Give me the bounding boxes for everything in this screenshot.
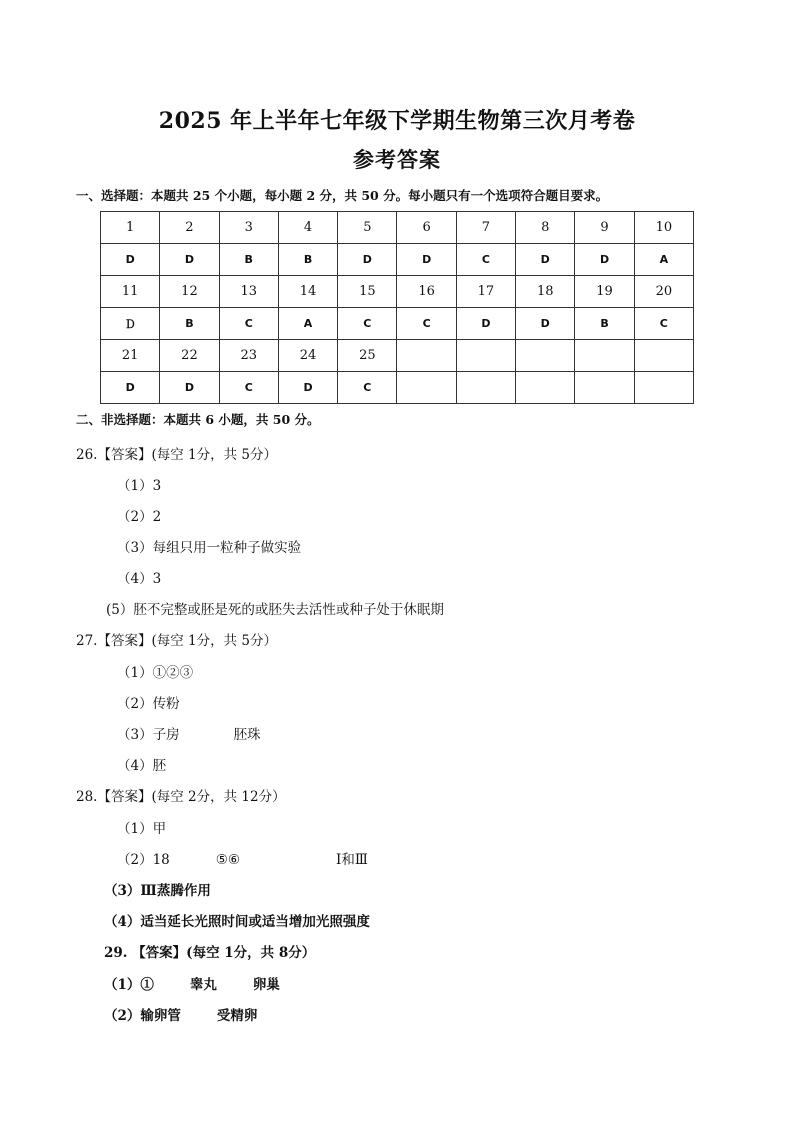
q29-header: 29. 【答案】(每空 1分，共 8分）	[104, 945, 316, 961]
q28-answer-2	[117, 848, 368, 868]
q26-answer-3: （3）每组只用一粒种子做实验	[117, 540, 302, 556]
question-number-cell	[634, 340, 693, 372]
question-number-cell	[516, 340, 575, 372]
q27-answer-2: （2）传粉	[117, 696, 180, 712]
q29-answer-2	[104, 1004, 257, 1024]
q28-answer-2c: Ⅰ和Ⅲ	[336, 852, 368, 868]
answer-cell: D	[575, 244, 634, 276]
answer-cell: B	[160, 308, 219, 340]
answer-cell: Ｄ	[101, 308, 160, 340]
answer-row	[101, 308, 694, 340]
q28-answer-4: （4）适当延长光照时间或适当增加光照强度	[104, 914, 370, 930]
q29-answer-1a: （1）①	[104, 977, 154, 993]
answer-cell: B	[575, 308, 634, 340]
answer-cell: D	[397, 244, 456, 276]
question-number-cell	[456, 340, 515, 372]
question-number-cell	[397, 340, 456, 372]
q26-answer-2: （2）2	[117, 509, 162, 525]
section-multiple-choice-heading: 一、选择题：本题共 25 个小题，每小题 2 分，共 50 分。每小题只有一个选项符合题目要求。	[76, 188, 609, 203]
q28-answer-2a: （2）18	[117, 852, 170, 868]
question-number-cell: 7	[456, 212, 515, 244]
question-number-cell	[575, 340, 634, 372]
q29-answer-1b: 睾丸	[189, 977, 217, 993]
q27-answer-3b: 胚珠	[233, 727, 261, 743]
q27-answer-3a: （3）子房	[117, 727, 180, 743]
question-number-cell: 15	[338, 276, 397, 308]
answer-cell: D	[160, 244, 219, 276]
q29-answer-2a: （2）输卵管	[104, 1008, 181, 1024]
question-number-cell: 8	[516, 212, 575, 244]
question-number-cell: 24	[278, 340, 337, 372]
answer-cell: C	[397, 308, 456, 340]
answer-cell: C	[219, 308, 278, 340]
q28-header: 28.【答案】(每空 2分，共 12分）	[76, 789, 286, 805]
question-number-cell: 10	[634, 212, 693, 244]
question-number-cell: 6	[397, 212, 456, 244]
answer-cell	[456, 372, 515, 404]
q27-header: 27.【答案】(每空 1分，共 5分）	[76, 633, 277, 649]
answer-cell: C	[338, 372, 397, 404]
question-number-cell: 9	[575, 212, 634, 244]
question-number-cell: 18	[516, 276, 575, 308]
question-number-cell: 3	[219, 212, 278, 244]
q28-answer-3: （3）Ⅲ蒸腾作用	[104, 883, 211, 899]
answer-cell: C	[219, 372, 278, 404]
question-number-cell: 5	[338, 212, 397, 244]
question-number-row	[101, 340, 694, 372]
answer-cell	[575, 372, 634, 404]
question-number-cell: 11	[101, 276, 160, 308]
q28-answer-2b: ⑤⑥	[215, 852, 240, 868]
answer-cell: B	[278, 244, 337, 276]
section-non-choice-heading: 二、非选择题：本题共 6 小题，共 50 分。	[76, 412, 320, 427]
answer-cell: D	[456, 308, 515, 340]
question-number-cell: 23	[219, 340, 278, 372]
q29-answer-2b: 受精卵	[216, 1008, 258, 1024]
q26-answer-4: （4）3	[117, 571, 162, 587]
answer-cell: C	[338, 308, 397, 340]
question-number-cell: 12	[160, 276, 219, 308]
q26-header: 26.【答案】(每空 1分，共 5分）	[76, 447, 277, 463]
question-number-cell: 1	[101, 212, 160, 244]
q27-answer-3	[117, 723, 261, 743]
q29-answer-1c: 卵巢	[252, 977, 280, 993]
answer-cell: C	[634, 308, 693, 340]
answer-cell: B	[219, 244, 278, 276]
q27-answer-1: （1）①②③	[117, 665, 194, 681]
answer-cell: D	[516, 244, 575, 276]
answer-cell: C	[456, 244, 515, 276]
question-number-cell: 25	[338, 340, 397, 372]
answer-cell: D	[101, 372, 160, 404]
q28-answer-1: （1）甲	[117, 821, 167, 837]
question-number-cell: 21	[101, 340, 160, 372]
answer-cell: D	[101, 244, 160, 276]
answer-cell: A	[634, 244, 693, 276]
question-number-cell: 19	[575, 276, 634, 308]
page-title: 2025 年上半年七年级下学期生物第三次月考卷	[158, 108, 636, 134]
q26-answer-5: (5）胚不完整或胚是死的或胚失去活性或种子处于休眠期	[106, 602, 444, 618]
answer-row	[101, 244, 694, 276]
answer-cell: D	[160, 372, 219, 404]
answer-cell: A	[278, 308, 337, 340]
question-number-row	[101, 212, 694, 244]
question-number-cell: 14	[278, 276, 337, 308]
page-subtitle: 参考答案	[353, 147, 441, 172]
question-number-cell: 4	[278, 212, 337, 244]
question-number-cell: 20	[634, 276, 693, 308]
question-number-cell: 2	[160, 212, 219, 244]
answer-cell	[634, 372, 693, 404]
answer-table	[100, 211, 694, 404]
answer-cell: D	[278, 372, 337, 404]
q27-answer-4: （4）胚	[117, 758, 167, 774]
question-number-cell: 13	[219, 276, 278, 308]
question-number-cell: 16	[397, 276, 456, 308]
answer-cell: D	[516, 308, 575, 340]
answer-row	[101, 372, 694, 404]
answer-cell	[397, 372, 456, 404]
q29-answer-1	[104, 973, 280, 993]
question-number-cell: 22	[160, 340, 219, 372]
question-number-row	[101, 276, 694, 308]
q26-answer-1: （1）3	[117, 478, 162, 494]
question-number-cell: 17	[456, 276, 515, 308]
answer-cell	[516, 372, 575, 404]
answer-cell: D	[338, 244, 397, 276]
